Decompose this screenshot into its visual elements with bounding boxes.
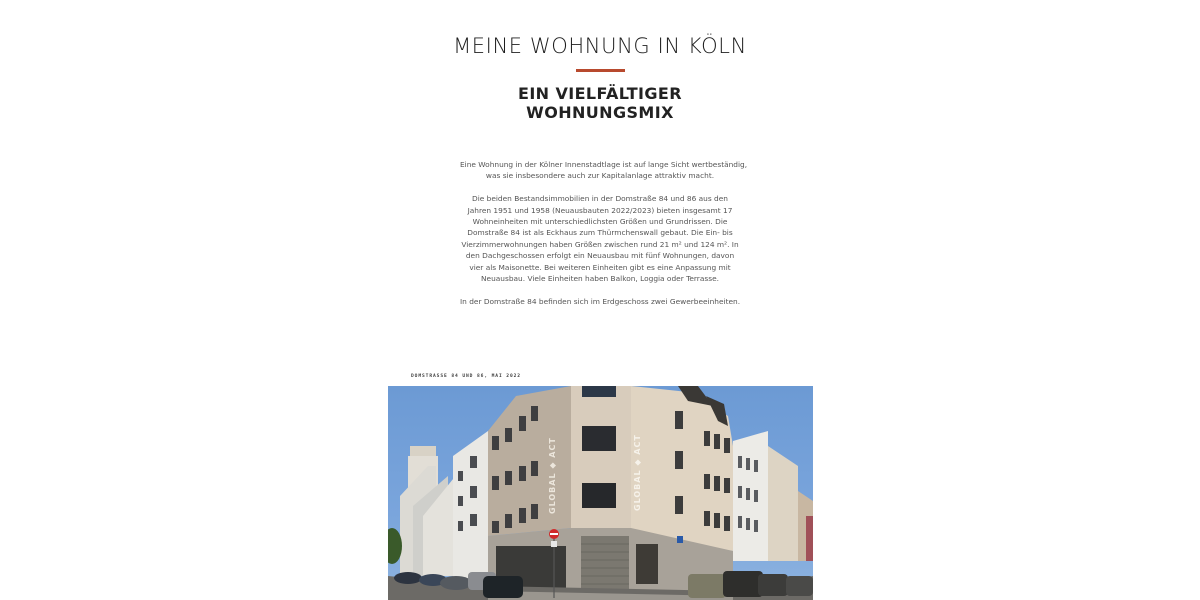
building-illustration [388,386,813,600]
subtitle-line: WOHNUNGSMIX [526,103,674,122]
photo-caption: DOMSTRASSE 84 UND 86, MAI 2022 [411,374,521,379]
text-line: Jahren 1951 und 1958 (Neuausbauten 2022/2023) bieten insgesamt 17 [467,205,733,215]
text-line: den Dachgeschossen erfolgt ein Neuausbau mit fünf Wohnungen, davon [465,251,735,261]
text-line: Vierzimmerwohnungen haben Größen zwischen rund 21 m² und 124 m². In [461,239,739,249]
building-photo [388,386,813,600]
text-line: Wohneinheiten mit unterschiedlichsten Größen und Grundrissen. Die [472,217,728,227]
title-divider [576,69,625,72]
section-subtitle [0,84,1200,122]
subtitle-line: EIN VIELFÄLTIGER [518,84,682,103]
commercial-paragraph [460,296,740,307]
text-line: vier als Maisonette. Bei weiteren Einheiten gibt es eine Anpassung mit [469,262,731,272]
text-line: In der Domstraße 84 befinden sich im Erdgeschoss zwei Gewerbeeinheiten. [460,296,741,306]
intro-paragraph [460,159,748,182]
text-line: Eine Wohnung in der Kölner Innenstadtlage ist auf lange Sicht wertbeständig, [460,160,748,169]
body-text [460,159,748,319]
text-line: was sie insbesondere auch zur Kapitalanlage attraktiv macht. [485,171,715,181]
svg-text:GLOBAL ◆ ACT: GLOBAL ◆ ACT [548,437,557,514]
details-paragraph [460,193,740,284]
text-line: Neuausbau. Viele Einheiten haben Balkon, Loggia oder Terrasse. [481,274,719,284]
text-line: Domstraße 84 ist als Eckhaus zum Thürmchenswall gebaut. Die Ein- bis [467,228,733,238]
svg-text:GLOBAL ◆ ACT: GLOBAL ◆ ACT [633,434,642,511]
page-title: MEINE WOHNUNG IN KÖLN [453,34,747,58]
text-line: Die beiden Bestandsimmobilien in der Domstraße 84 und 86 aus den [472,194,728,204]
